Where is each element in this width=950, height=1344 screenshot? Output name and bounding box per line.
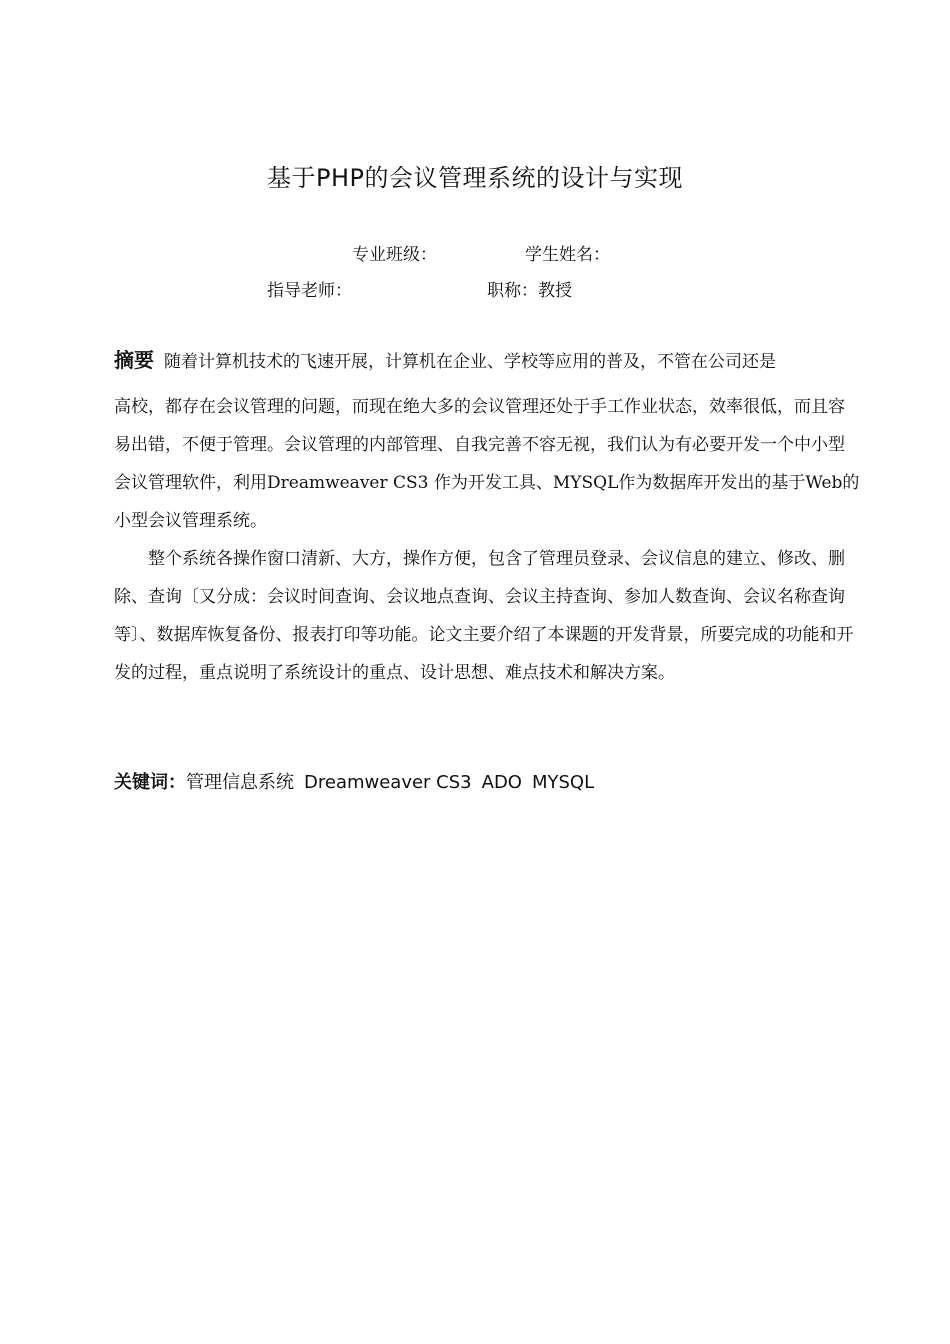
abstract-section [114,346,860,692]
keyword-item: 管理信息系统 [186,772,294,793]
keyword-item: MYSQL [531,772,595,793]
keywords-label: 关键词： [114,772,186,793]
abstract-first-line [114,346,860,376]
advisor-label: 指导老师： [267,281,352,301]
rank-label: 职称：教授 [487,281,572,301]
abstract-label: 摘要 [114,348,154,372]
abstract-paragraph-2: 整个系统各操作窗口清新、大方，操作方便，包含了管理员登录、会议信息的建立、修改、删除、查询〔又分成：会议时间查询、会议地点查询、会议主持查询、参加人数查询、会议名称查询等〕、数据库恢复备份、报表打印等功能。论文主要介绍了本课题的开发背景，所要完成的功能和开发的过程，重点说明了系统设计的重点、设计思想、难点技术和解决方案。 [114,549,854,683]
abstract-first-line-text: 随着计算机技术的飞速开展，计算机在企业、学校等应用的普及，不管在公司还是 [164,352,776,372]
student-name-label: 学生姓名： [525,245,610,265]
keywords-line [114,768,604,794]
major-class-label: 专业班级： [352,245,437,265]
abstract-paragraph-1: 高校，都存在会议管理的问题，而现在绝大多的会议管理还处于手工作业状态，效率很低，而且容易出错，不便于管理。会议管理的内部管理、自我完善不容无视，我们认为有必要开发一个中小型会议管理软件，利用Dreamweaver CS3 作为开发工具、MYSQL作为数据库开发出的基于Web的小型会议管理系统。 [114,397,860,531]
keyword-item: Dreamweaver CS3 [304,772,472,793]
keyword-item: ADO [481,772,522,793]
document-title: 基于PHP的会议管理系统的设计与实现 [267,164,683,192]
